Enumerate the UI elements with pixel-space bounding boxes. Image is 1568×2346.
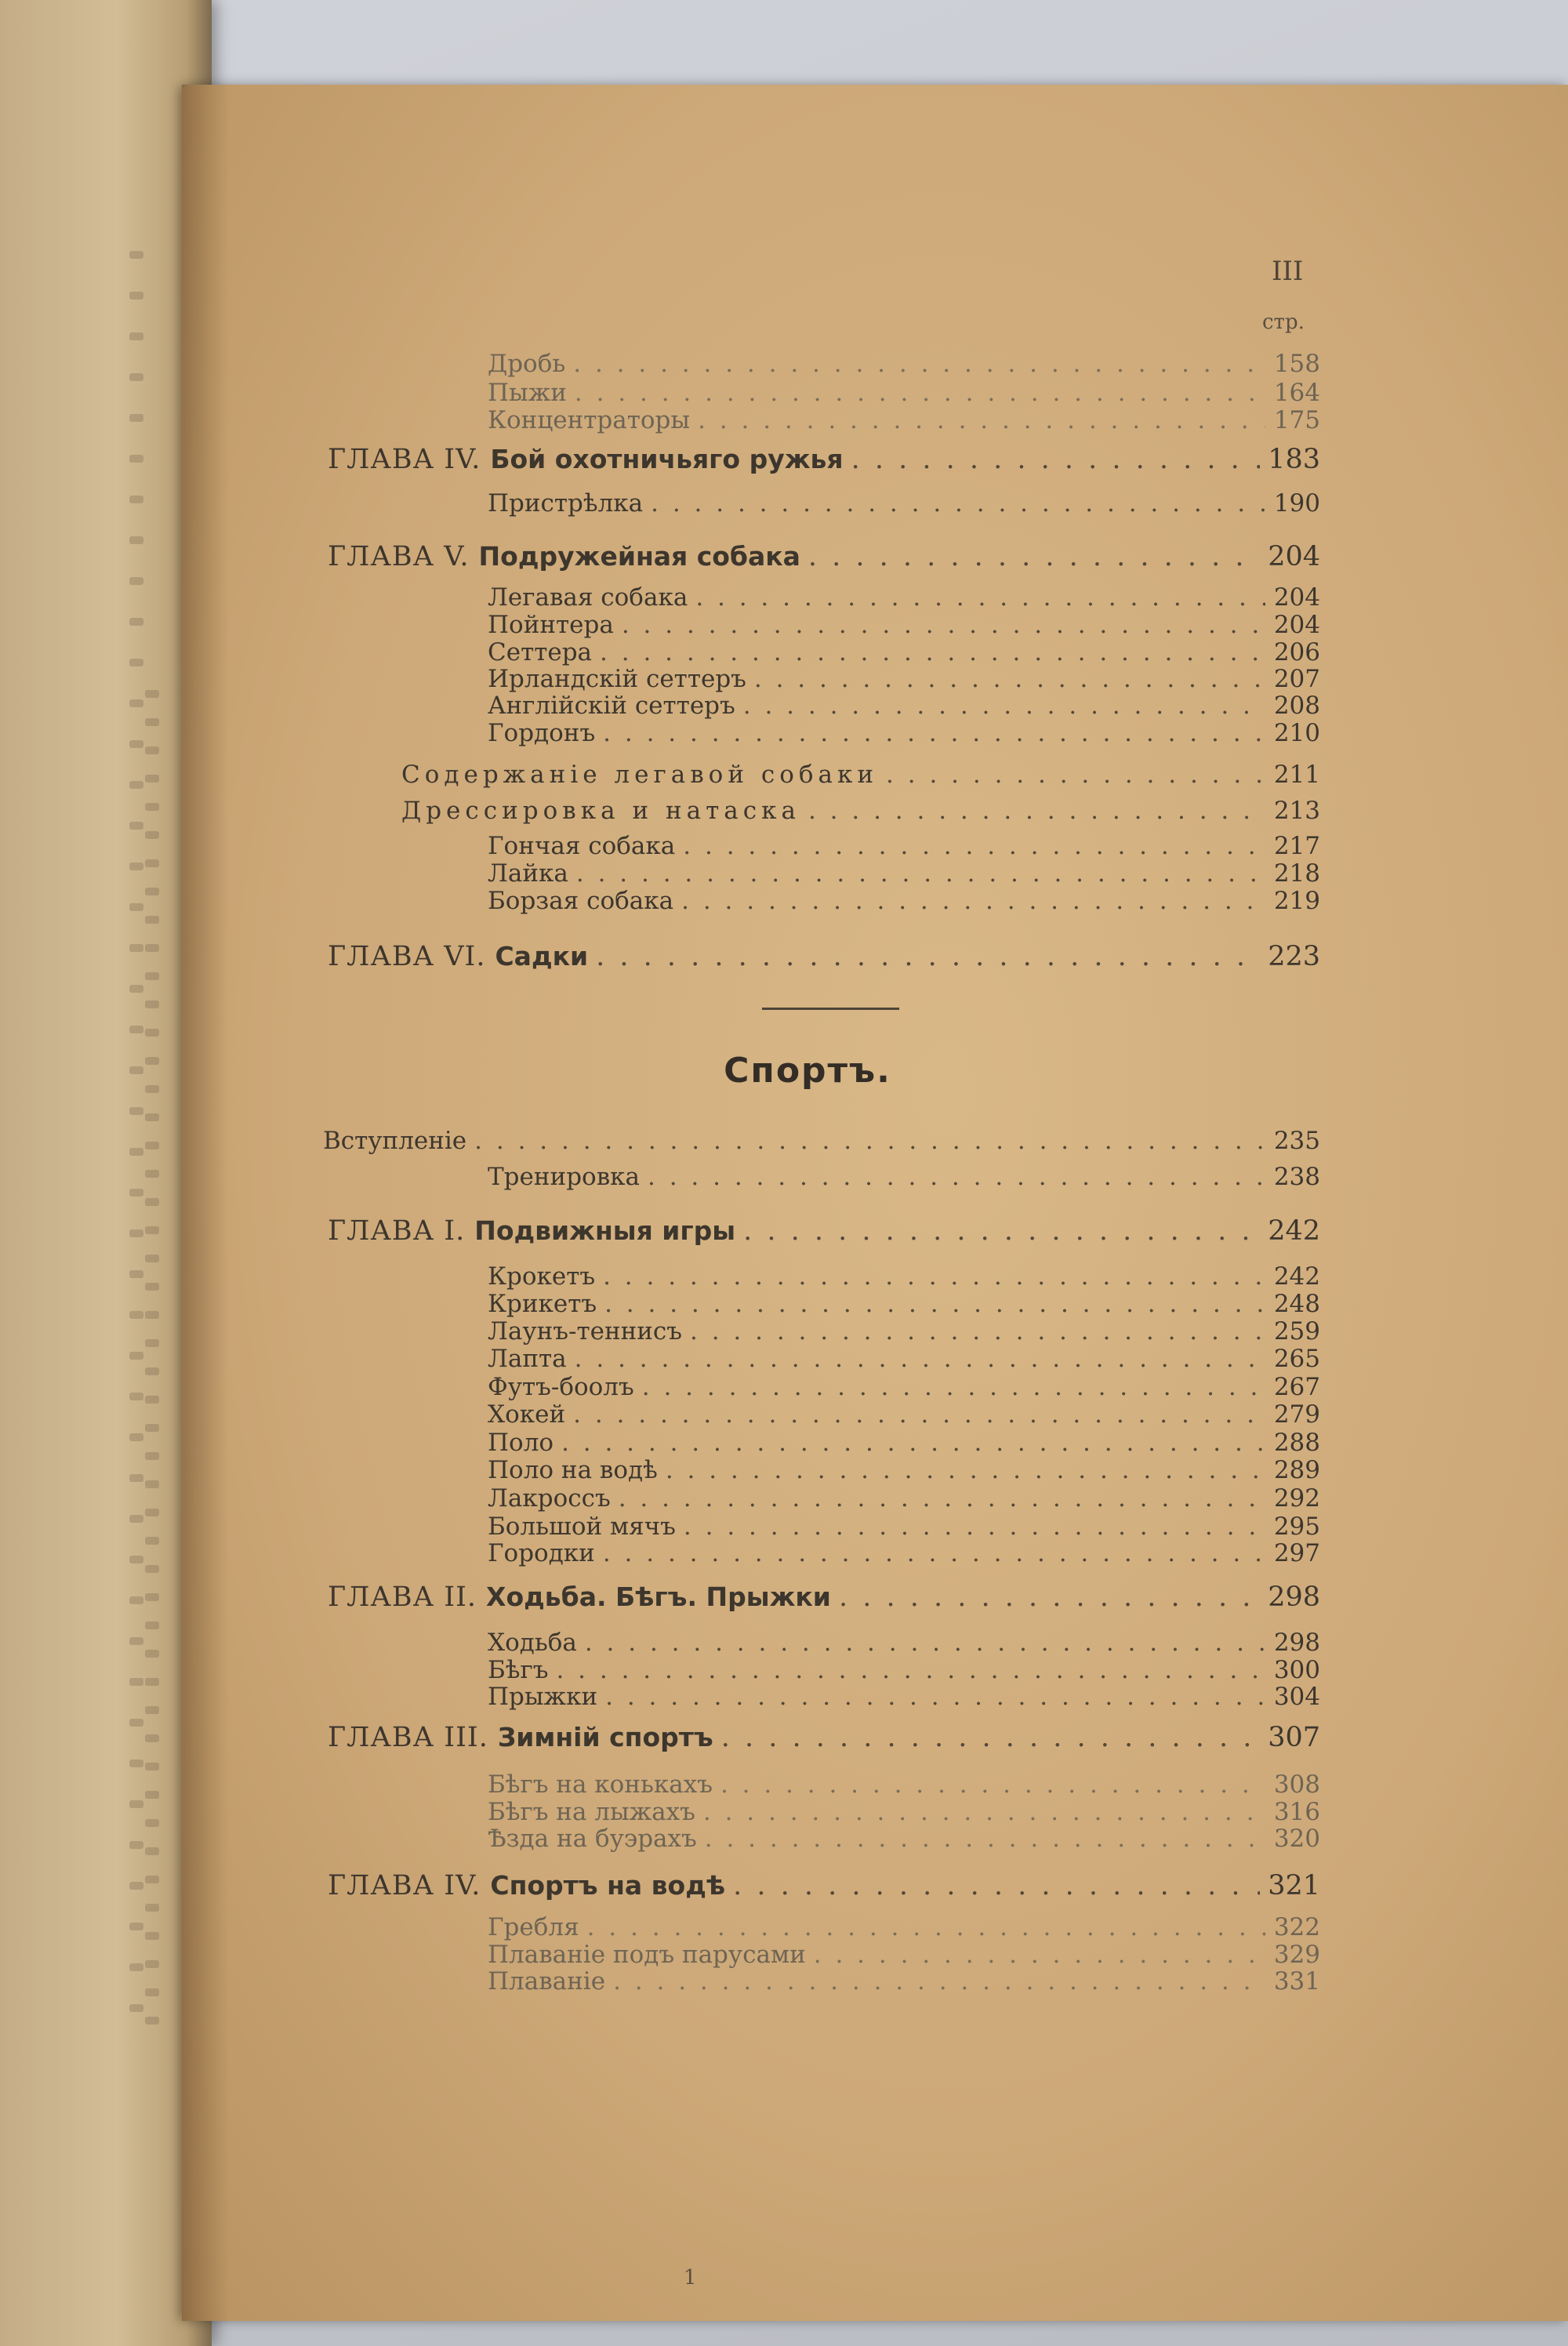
toc-page-number: 211 [1273,761,1320,789]
toc-entry-label: Плаваніе [488,1967,606,1996]
dot-leader [683,832,1265,860]
toc-page-number: 213 [1273,797,1320,825]
bleed-mark [129,659,143,666]
toc-page-number: 308 [1273,1770,1320,1799]
bleed-mark [145,831,159,839]
bleed-mark [129,332,143,340]
dot-leader [839,1582,1260,1613]
toc-entry [488,719,1320,747]
toc-entry-label: Лайка [488,859,568,888]
toc-entry [488,406,1320,434]
toc-page-number: 300 [1273,1656,1320,1684]
bleed-mark [145,1819,159,1827]
dot-leader [808,797,1265,825]
chapter-number: ГЛАВА IV. [328,1870,481,1901]
toc-entry-label: Поло [488,1429,554,1457]
toc-entry-label: Городки [488,1539,595,1567]
bleed-mark [145,1763,159,1770]
bleed-mark [129,1270,143,1278]
dot-leader [596,941,1260,972]
toc-page-number: 208 [1273,692,1320,720]
dot-leader [604,1290,1265,1318]
toc-entry [488,1539,1320,1567]
toc-page-number: 219 [1273,887,1320,915]
bleed-mark [145,1226,159,1234]
toc-page-number: 218 [1273,859,1320,888]
toc-page-number: 292 [1273,1484,1320,1513]
toc-entry [488,1163,1320,1191]
toc-entry-label: Плаваніе подъ парусами [488,1941,806,1969]
toc-entry [488,665,1320,693]
bleed-mark [145,1509,159,1516]
dot-leader [743,692,1265,720]
toc-entry-label: Легавая собака [488,583,688,612]
toc-chapter-entry [328,1582,1320,1616]
toc-chapter-heading [328,1722,713,1753]
bleed-mark [145,1029,159,1037]
dot-leader [573,1400,1265,1429]
toc-entry-label: Содержаніе легавой собаки [401,761,879,789]
bleed-mark [129,496,143,503]
dot-leader [613,1967,1265,1996]
bleed-mark [129,536,143,544]
bleed-mark [129,862,143,870]
bleed-mark [145,1113,159,1121]
toc-entry-label: Пойнтера [488,611,614,639]
toc-entry-label: Ходьба [488,1629,577,1657]
dot-leader [603,1262,1265,1291]
toc-entry-label: Крикетъ [488,1290,597,1318]
toc-page-number: 288 [1273,1429,1320,1457]
bleed-mark [145,1142,159,1149]
toc-page-number: 298 [1268,1582,1320,1613]
toc-entry-label: Бѣгъ на лыжахъ [488,1798,695,1826]
toc-entry [488,1629,1320,1657]
dot-leader [720,1770,1265,1799]
bleed-mark [145,1706,159,1714]
dot-leader [666,1456,1265,1484]
toc-page-number: 304 [1273,1683,1320,1711]
bleed-mark [129,1026,143,1033]
toc-chapter-heading [328,444,844,475]
toc-entry-label: Лаунъ-теннисъ [488,1317,683,1346]
bleed-mark [129,781,143,789]
bleed-mark [129,251,143,259]
toc-entry-label: Гребля [488,1913,579,1941]
toc-entry [488,692,1320,720]
dot-leader [743,1215,1260,1247]
toc-entry [401,761,1320,790]
dot-leader [587,1913,1265,1941]
toc-entry-label: Тренировка [488,1163,641,1191]
chapter-title: Подвижныя игры [474,1215,736,1246]
bleed-mark [129,903,143,911]
bleed-mark [129,1678,143,1686]
bleed-mark [145,1396,159,1404]
bleed-mark [145,1367,159,1375]
toc-page-number: 175 [1273,406,1320,434]
dot-leader [556,1656,1265,1684]
chapter-number: ГЛАВА II. [328,1582,477,1613]
toc-chapter-entry [328,1722,1320,1756]
toc-entry [488,1262,1320,1291]
toc-entry [488,1683,1320,1711]
bleed-mark [145,916,159,924]
chapter-number: ГЛАВА III. [328,1722,488,1753]
toc-page-number: 321 [1268,1870,1320,1901]
bleed-mark [145,859,159,867]
bleed-mark [129,618,143,626]
dot-leader [703,1798,1265,1826]
chapter-number: ГЛАВА IV. [328,444,481,475]
bleed-mark [129,1393,143,1400]
toc-entry [488,1656,1320,1684]
toc-entry-label: Хокей [488,1400,566,1429]
chapter-number: ГЛАВА I. [328,1215,466,1247]
toc-chapter-entry [328,1215,1320,1250]
bleed-mark [145,1988,159,1996]
toc-page-number: 289 [1273,1456,1320,1484]
bleed-mark [145,1311,159,1319]
bleed-mark [129,1882,143,1890]
bleed-mark [145,2017,159,2025]
bleed-mark [129,455,143,463]
bleed-mark [145,1960,159,1968]
toc-chapter-heading [328,1215,735,1247]
bleed-mark [145,1198,159,1206]
toc-page-number: 242 [1268,1215,1320,1247]
toc-entry [488,1345,1320,1373]
bleed-mark [145,718,159,726]
toc-entry [488,1913,1320,1941]
dot-leader [575,1345,1265,1373]
bleed-mark [129,1596,143,1604]
toc-entry [488,1429,1320,1457]
bleed-mark [145,690,159,698]
toc-entry [488,832,1320,860]
bleed-mark [145,888,159,895]
toc-entry [488,1400,1320,1429]
dot-leader [573,350,1265,378]
dot-leader [603,719,1265,747]
toc-page-number: 297 [1273,1539,1320,1567]
dot-leader [600,638,1265,666]
toc-page-number: 279 [1273,1400,1320,1429]
bleed-mark [145,1650,159,1658]
toc-entry-label: Лапта [488,1345,567,1373]
dot-leader [733,1870,1260,1901]
bleed-mark [129,1474,143,1482]
toc-entry [488,1373,1320,1401]
bleed-mark [129,1556,143,1563]
toc-entry-label: Ирландскій сеттеръ [488,665,746,693]
bleed-mark [129,2004,143,2012]
page-number: III [1272,256,1304,287]
bleed-mark [145,1734,159,1742]
bleed-mark [129,1760,143,1767]
toc-entry [488,1941,1320,1969]
toc-entry [488,1798,1320,1826]
toc-page-number: 207 [1273,665,1320,693]
toc-entry-label: Прыжки [488,1683,598,1711]
bleed-mark [129,944,143,952]
toc-page-number: 183 [1268,444,1320,475]
toc-entry-label: Бѣгъ на конькахъ [488,1770,713,1799]
bleed-mark [129,1841,143,1849]
toc-chapter-entry [328,1870,1320,1905]
bleed-mark [145,1480,159,1488]
bleed-mark [129,1637,143,1645]
toc-page-number: 316 [1273,1798,1320,1826]
toc-page-number: 206 [1273,638,1320,666]
toc-entry [488,887,1320,915]
bleed-mark [145,775,159,783]
toc-chapter-heading [328,1870,725,1901]
bleed-mark [129,1515,143,1523]
toc-entry-label: Вступленіе [323,1127,467,1155]
toc-entry-label: Англійскій сеттеръ [488,692,735,720]
toc-entry-label: Бѣгъ [488,1656,549,1684]
toc-entry [488,1825,1320,1853]
dot-leader [575,379,1265,407]
chapter-title: Зимній спортъ [497,1722,713,1752]
toc-entry-label: Пристрѣлка [488,489,644,518]
toc-page-number: 242 [1273,1262,1320,1291]
gutter-shadow [182,85,229,2321]
toc-page-number: 164 [1273,379,1320,407]
chapter-number: ГЛАВА VI. [328,941,486,972]
bleed-mark [129,1923,143,1930]
section-title: Спортъ. [724,1051,891,1091]
bleed-mark [145,1424,159,1432]
toc-entry-label: Дрессировка и натаска [401,797,800,825]
dot-leader [754,665,1265,693]
toc-chapter-entry [328,541,1320,576]
bleed-mark [129,1719,143,1727]
dot-leader [622,611,1265,639]
bleed-mark [129,1229,143,1237]
bleed-mark [145,746,159,754]
toc-page-number: 307 [1268,1722,1320,1753]
chapter-title: Бой охотничьяго ружья [490,444,844,474]
toc-page-number: 322 [1273,1913,1320,1941]
bleed-mark [129,1148,143,1156]
toc-entry-label: Поло на водѣ [488,1456,658,1484]
toc-page-number: 265 [1273,1345,1320,1373]
toc-entry [488,350,1320,378]
toc-entry [401,797,1320,826]
toc-page-number: 320 [1273,1825,1320,1853]
toc-entry-label: Дробь [488,350,566,378]
toc-entry [488,1456,1320,1484]
toc-page-number: 210 [1273,719,1320,747]
toc-entry [323,1127,1320,1157]
dot-leader [690,1317,1265,1346]
bleed-through-marks [145,0,159,2346]
toc-page-number: 238 [1273,1163,1320,1191]
toc-page-number: 217 [1273,832,1320,860]
toc-entry [488,489,1320,518]
bleed-mark [129,1107,143,1115]
toc-chapter-heading [328,941,588,972]
toc-entry-label: Крокетъ [488,1262,596,1291]
bleed-mark [145,1876,159,1883]
toc-page-number: 331 [1273,1967,1320,1996]
dot-leader [651,489,1265,518]
page-column-header: стр. [1262,310,1305,334]
dot-leader [605,1683,1265,1711]
bleed-mark [145,972,159,980]
bleed-mark [145,1847,159,1855]
toc-entry [488,1484,1320,1513]
bleed-mark [129,1433,143,1441]
toc-entry [488,1290,1320,1318]
bleed-mark [129,699,143,707]
bleed-mark [145,1537,159,1545]
dot-leader [576,859,1265,888]
toc-chapter-heading [328,1582,831,1613]
dot-leader [698,406,1265,434]
dot-leader [705,1825,1265,1853]
dot-leader [642,1373,1265,1401]
bleed-mark [129,740,143,748]
dot-leader [603,1539,1265,1567]
bleed-mark [145,944,159,952]
dot-leader [474,1127,1265,1155]
left-page-edge [0,0,212,2346]
toc-page-number: 204 [1273,611,1320,639]
chapter-number: ГЛАВА V. [328,541,470,572]
dot-leader [814,1941,1265,1969]
toc-entry [488,379,1320,407]
bleed-mark [129,292,143,300]
toc-page-number: 204 [1273,583,1320,612]
bleed-mark [145,1932,159,1940]
toc-entry [488,1770,1320,1799]
dot-leader [886,761,1265,789]
dot-leader [561,1429,1265,1457]
dot-leader [721,1722,1260,1753]
bleed-mark [129,1352,143,1360]
bleed-mark [129,1963,143,1971]
bleed-mark [145,1565,159,1573]
toc-entry-label: Лакроссъ [488,1484,611,1513]
dot-leader [695,583,1265,612]
dot-leader [808,541,1260,572]
bleed-mark [129,414,143,422]
toc-entry [488,1317,1320,1346]
toc-page-number: 259 [1273,1317,1320,1346]
toc-entry-label: Сеттера [488,638,593,666]
bleed-mark [145,1339,159,1347]
dot-leader [585,1629,1265,1657]
toc-page-number: 329 [1273,1941,1320,1969]
toc-page-number: 235 [1273,1127,1320,1155]
bottom-mark: 1 [684,2266,697,2290]
bleed-mark [129,1311,143,1319]
toc-page-number: 248 [1273,1290,1320,1318]
bleed-mark [129,1189,143,1197]
toc-entry [488,583,1320,612]
dot-leader [681,887,1265,915]
toc-entry-label: Концентраторы [488,406,691,434]
bleed-mark [145,1255,159,1262]
bleed-mark [145,1678,159,1686]
toc-entry [488,638,1320,666]
bleed-mark [145,1904,159,1912]
bleed-mark [145,1622,159,1629]
bleed-mark [129,373,143,381]
bleed-mark [145,1170,159,1178]
toc-entry-label: Пыжи [488,379,567,407]
toc-entry-label: Ѣзда на буэрахъ [488,1825,697,1853]
toc-entry-label: Гончая собака [488,832,676,860]
toc-chapter-heading [328,541,800,572]
toc-page-number: 223 [1268,941,1320,972]
bleed-mark [145,1000,159,1008]
toc-page-number: 190 [1273,489,1320,518]
chapter-title: Спортъ на водѣ [490,1870,726,1901]
toc-page-number: 204 [1268,541,1320,572]
toc-entry-label: Гордонъ [488,719,596,747]
bleed-mark [129,822,143,830]
chapter-title: Садки [495,941,589,971]
bleed-mark [145,1791,159,1799]
toc-chapter-entry [328,444,1320,478]
dot-leader [851,444,1261,475]
bleed-mark [129,577,143,585]
chapter-title: Ходьба. Бѣгъ. Прыжки [486,1582,831,1612]
toc-chapter-entry [328,941,1320,975]
bleed-mark [145,1283,159,1291]
bleed-mark [145,803,159,811]
toc-entry-label: Большой мячъ [488,1513,676,1541]
toc-page-number: 295 [1273,1513,1320,1541]
bleed-mark [145,1452,159,1460]
bleed-through-marks [129,0,143,2346]
toc-entry [488,859,1320,888]
toc-entry [488,1967,1320,1996]
toc-entry [488,1513,1320,1541]
toc-page-number: 158 [1273,350,1320,378]
chapter-title: Подружейная собака [478,541,800,572]
toc-entry-label: Борзая собака [488,887,674,915]
dot-leader [619,1484,1265,1513]
dot-leader [648,1163,1265,1191]
toc-page-number: 267 [1273,1373,1320,1401]
bleed-mark [129,1800,143,1808]
section-divider [762,1008,899,1010]
toc-entry [488,611,1320,639]
toc-page-number: 298 [1273,1629,1320,1657]
toc-entry-label: Футъ-боолъ [488,1373,634,1401]
dot-leader [684,1513,1265,1541]
bleed-mark [145,1593,159,1601]
bleed-mark [129,985,143,993]
